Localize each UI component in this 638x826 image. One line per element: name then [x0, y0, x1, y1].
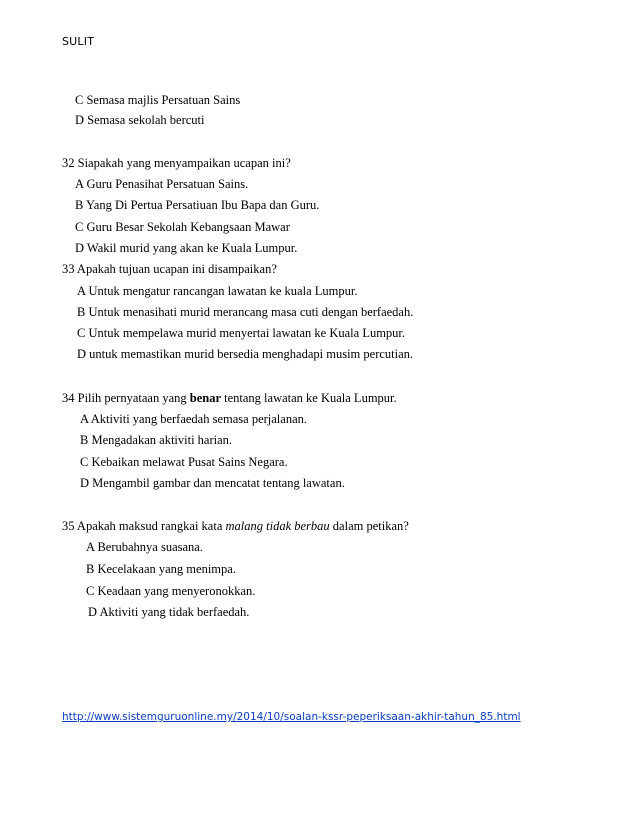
q32-stem: 32 Siapakah yang menyampaikan ucapan ini? — [62, 156, 291, 170]
q32-option-c: C Guru Besar Sekolah Kebangsaan Mawar — [75, 220, 290, 234]
q33-option-b: B Untuk menasihati murid merancang masa cuti dengan berfaedah. — [77, 305, 414, 319]
q34-stem-post: tentang lawatan ke Kuala Lumpur. — [221, 391, 397, 405]
q34-stem-bold: benar — [189, 391, 221, 405]
q31-option-c: C Semasa majlis Persatuan Sains — [75, 93, 241, 107]
q35-option-b: B Kecelakaan yang menimpa. — [86, 562, 236, 576]
q33-option-d: D untuk memastikan murid bersedia menghadapi musim percutian. — [77, 347, 414, 361]
q35-stem-post: dalam petikan? — [329, 519, 409, 533]
q35-stem — [62, 519, 409, 534]
q35-option-d: D Aktiviti yang tidak berfaedah. — [88, 605, 250, 619]
q34-option-a: A Aktiviti yang berfaedah semasa perjalanan. — [80, 412, 308, 426]
page-header-sulit: SULIT — [62, 35, 95, 48]
q33-option-c: C Untuk mempelawa murid menyertai lawatan ke Kuala Lumpur. — [77, 326, 406, 340]
q34-option-b: B Mengadakan aktiviti harian. — [80, 433, 233, 447]
q33-stem: 33 Apakah tujuan ucapan ini disampaikan? — [62, 262, 277, 276]
q35-option-a: A Berubahnya suasana. — [86, 540, 203, 554]
q35-stem-italic: malang tidak berbau — [225, 519, 330, 533]
q35-option-c: C Keadaan yang menyeronokkan. — [86, 584, 256, 598]
q33-option-a: A Untuk mengatur rancangan lawatan ke kuala Lumpur. — [77, 284, 358, 298]
q32-option-a: A Guru Penasihat Persatuan Sains. — [75, 177, 249, 191]
q34-option-c: C Kebaikan melawat Pusat Sains Negara. — [80, 455, 288, 469]
q34-option-d: D Mengambil gambar dan mencatat tentang lawatan. — [80, 476, 345, 490]
q32-option-b: B Yang Di Pertua Persatiuan Ibu Bapa dan Guru. — [75, 198, 320, 212]
q32-option-d: D Wakil murid yang akan ke Kuala Lumpur. — [75, 241, 298, 255]
q31-option-d: D Semasa sekolah bercuti — [75, 113, 205, 127]
footer-source-link[interactable]: http://www.sistemguruonline.my/2014/10/soalan-kssr-peperiksaan-akhir-tahun_85.html — [62, 711, 521, 723]
q35-stem-pre: 35 Apakah maksud rangkai kata — [62, 519, 226, 533]
q34-stem-pre: 34 Pilih pernyataan yang — [62, 391, 190, 405]
q34-stem — [62, 391, 397, 406]
